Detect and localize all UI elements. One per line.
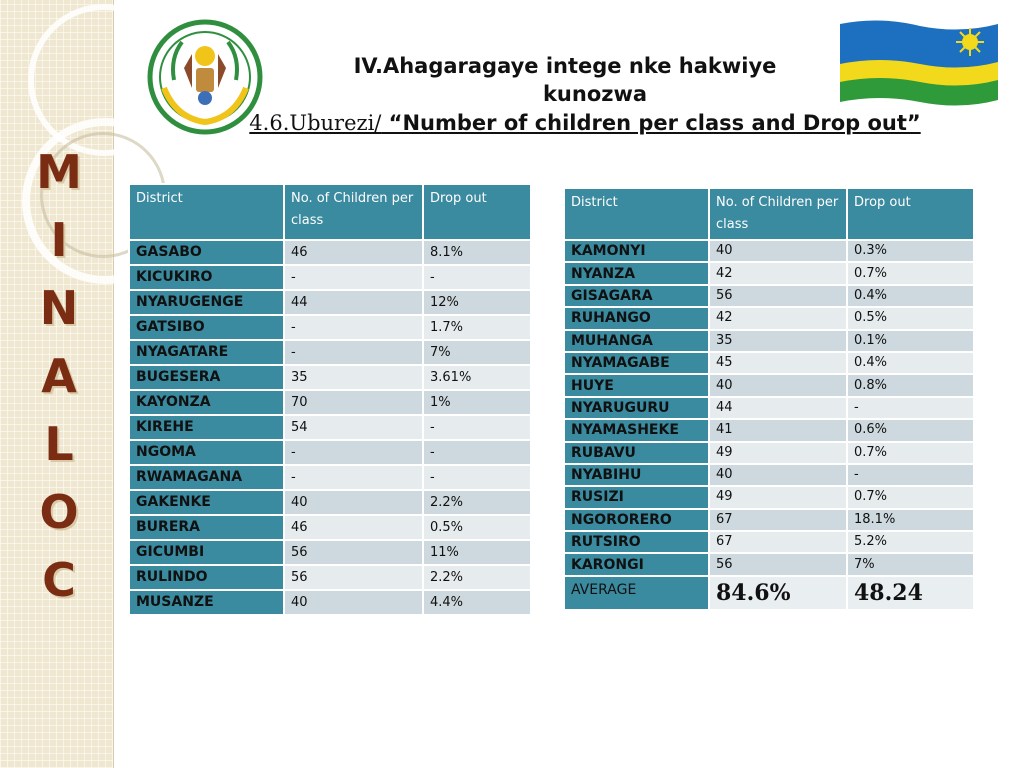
table-body: [564, 240, 974, 576]
district-cell: GASABO: [129, 240, 284, 265]
district-cell: NYAMASHEKE: [564, 419, 709, 441]
subtitle-part-1: 4.6.Uburezi/: [249, 111, 382, 135]
table-row: [564, 262, 974, 284]
average-dropout: 48.24: [847, 576, 974, 610]
table-row: [129, 490, 531, 515]
children-per-class-cell: 44: [284, 290, 423, 315]
dropout-cell: 2.2%: [423, 565, 531, 590]
column-header-dropout: Drop out: [847, 188, 974, 240]
district-cell: RUSIZI: [564, 486, 709, 508]
district-cell: MUSANZE: [129, 590, 284, 615]
table-row: [129, 365, 531, 390]
district-cell: BURERA: [129, 515, 284, 540]
district-cell: RWAMAGANA: [129, 465, 284, 490]
subtitle: [240, 110, 930, 137]
children-per-class-cell: -: [284, 440, 423, 465]
column-header-district: District: [129, 184, 284, 240]
table-row: [129, 290, 531, 315]
table-row: [564, 553, 974, 575]
table-row: [129, 340, 531, 365]
dropout-cell: 3.61%: [423, 365, 531, 390]
dropout-cell: 2.2%: [423, 490, 531, 515]
district-cell: GISAGARA: [564, 285, 709, 307]
dropout-cell: -: [847, 464, 974, 486]
table-body: [129, 240, 531, 615]
table-row: [129, 540, 531, 565]
children-per-class-cell: 35: [709, 330, 847, 352]
slide-heading: [240, 52, 930, 137]
table-header-row: [564, 188, 974, 240]
dropout-cell: 1.7%: [423, 315, 531, 340]
table-header-row: [129, 184, 531, 240]
children-per-class-cell: 70: [284, 390, 423, 415]
dropout-cell: 0.6%: [847, 419, 974, 441]
side-letter: O: [39, 485, 79, 539]
dropout-cell: 4.4%: [423, 590, 531, 615]
table-row: [564, 352, 974, 374]
children-per-class-cell: 40: [709, 374, 847, 396]
districts-table-right: [563, 187, 975, 611]
children-per-class-cell: -: [284, 315, 423, 340]
subtitle-part-2: “Number of children per class and Drop out”: [381, 111, 921, 135]
table-row: [129, 265, 531, 290]
table-row: [564, 442, 974, 464]
dropout-cell: 12%: [423, 290, 531, 315]
table-row: [564, 240, 974, 262]
side-letter: C: [42, 553, 76, 607]
table-row: [129, 440, 531, 465]
dropout-cell: 0.4%: [847, 352, 974, 374]
district-cell: NYARUGENGE: [129, 290, 284, 315]
dropout-cell: 8.1%: [423, 240, 531, 265]
children-per-class-cell: 46: [284, 515, 423, 540]
dropout-cell: 0.5%: [423, 515, 531, 540]
children-per-class-cell: 56: [284, 540, 423, 565]
children-per-class-cell: 54: [284, 415, 423, 440]
district-cell: KARONGI: [564, 553, 709, 575]
children-per-class-cell: 56: [709, 285, 847, 307]
children-per-class-cell: 41: [709, 419, 847, 441]
side-letter: N: [39, 281, 79, 335]
table-row: [129, 565, 531, 590]
dropout-cell: 0.7%: [847, 262, 974, 284]
district-cell: NGOMA: [129, 440, 284, 465]
dropout-cell: 0.1%: [847, 330, 974, 352]
table-row: [564, 374, 974, 396]
column-header-children: No. of Children per class: [284, 184, 423, 240]
title-line-2: kunozwa: [542, 82, 648, 106]
dropout-cell: 0.5%: [847, 307, 974, 329]
children-per-class-cell: 40: [709, 240, 847, 262]
district-cell: KAMONYI: [564, 240, 709, 262]
children-per-class-cell: 46: [284, 240, 423, 265]
side-letter: M: [36, 145, 82, 199]
dropout-cell: 11%: [423, 540, 531, 565]
dropout-cell: 0.7%: [847, 486, 974, 508]
table-row: [564, 464, 974, 486]
dropout-cell: 7%: [847, 553, 974, 575]
table-row: [129, 315, 531, 340]
table-row: [129, 390, 531, 415]
district-cell: NYARUGURU: [564, 397, 709, 419]
average-label: AVERAGE: [564, 576, 709, 610]
side-letter: L: [44, 417, 74, 471]
district-cell: KIREHE: [129, 415, 284, 440]
children-per-class-cell: -: [284, 465, 423, 490]
district-cell: HUYE: [564, 374, 709, 396]
children-per-class-cell: 35: [284, 365, 423, 390]
children-per-class-cell: 49: [709, 486, 847, 508]
dropout-cell: -: [423, 265, 531, 290]
children-per-class-cell: 42: [709, 262, 847, 284]
district-cell: NYAMAGABE: [564, 352, 709, 374]
district-cell: RUTSIRO: [564, 531, 709, 553]
district-cell: GAKENKE: [129, 490, 284, 515]
district-cell: RULINDO: [129, 565, 284, 590]
children-per-class-cell: 56: [709, 553, 847, 575]
district-cell: GATSIBO: [129, 315, 284, 340]
table-row: [564, 486, 974, 508]
children-per-class-cell: 45: [709, 352, 847, 374]
table-row: [129, 590, 531, 615]
children-per-class-cell: 49: [709, 442, 847, 464]
dropout-cell: 1%: [423, 390, 531, 415]
table-row: [564, 509, 974, 531]
dropout-cell: 0.7%: [847, 442, 974, 464]
table-row: [564, 397, 974, 419]
dropout-cell: 0.3%: [847, 240, 974, 262]
dropout-cell: 5.2%: [847, 531, 974, 553]
children-per-class-cell: 67: [709, 531, 847, 553]
district-cell: KAYONZA: [129, 390, 284, 415]
side-letter: I: [50, 213, 68, 267]
children-per-class-cell: 56: [284, 565, 423, 590]
average-row: [564, 576, 974, 610]
table-row: [564, 419, 974, 441]
table-row: [564, 307, 974, 329]
district-cell: NYAGATARE: [129, 340, 284, 365]
children-per-class-cell: -: [284, 265, 423, 290]
side-letter: A: [41, 349, 77, 403]
dropout-cell: 18.1%: [847, 509, 974, 531]
dropout-cell: 0.4%: [847, 285, 974, 307]
table-row: [564, 330, 974, 352]
column-header-district: District: [564, 188, 709, 240]
district-cell: RUBAVU: [564, 442, 709, 464]
children-per-class-cell: 40: [284, 490, 423, 515]
table-row: [129, 415, 531, 440]
table-row: [129, 515, 531, 540]
dropout-cell: -: [423, 415, 531, 440]
district-cell: MUHANGA: [564, 330, 709, 352]
dropout-cell: -: [423, 440, 531, 465]
districts-table-left: [128, 183, 532, 616]
children-per-class-cell: -: [284, 340, 423, 365]
district-cell: GICUMBI: [129, 540, 284, 565]
dropout-cell: 0.8%: [847, 374, 974, 396]
dropout-cell: -: [847, 397, 974, 419]
minaloc-vertical-letters: [28, 138, 90, 614]
children-per-class-cell: 40: [709, 464, 847, 486]
dropout-cell: 7%: [423, 340, 531, 365]
title-line-1: IV.Ahagaragaye intege nke hakwiye: [353, 54, 777, 78]
district-cell: NYABIHU: [564, 464, 709, 486]
children-per-class-cell: 67: [709, 509, 847, 531]
children-per-class-cell: 42: [709, 307, 847, 329]
table-row: [564, 531, 974, 553]
average-children: 84.6%: [709, 576, 847, 610]
children-per-class-cell: 44: [709, 397, 847, 419]
district-cell: RUHANGO: [564, 307, 709, 329]
column-header-dropout: Drop out: [423, 184, 531, 240]
table-row: [564, 285, 974, 307]
table-row: [129, 465, 531, 490]
dropout-cell: -: [423, 465, 531, 490]
table-row: [129, 240, 531, 265]
district-cell: BUGESERA: [129, 365, 284, 390]
district-cell: KICUKIRO: [129, 265, 284, 290]
district-cell: NGORORERO: [564, 509, 709, 531]
children-per-class-cell: 40: [284, 590, 423, 615]
district-cell: NYANZA: [564, 262, 709, 284]
column-header-children: No. of Children per class: [709, 188, 847, 240]
